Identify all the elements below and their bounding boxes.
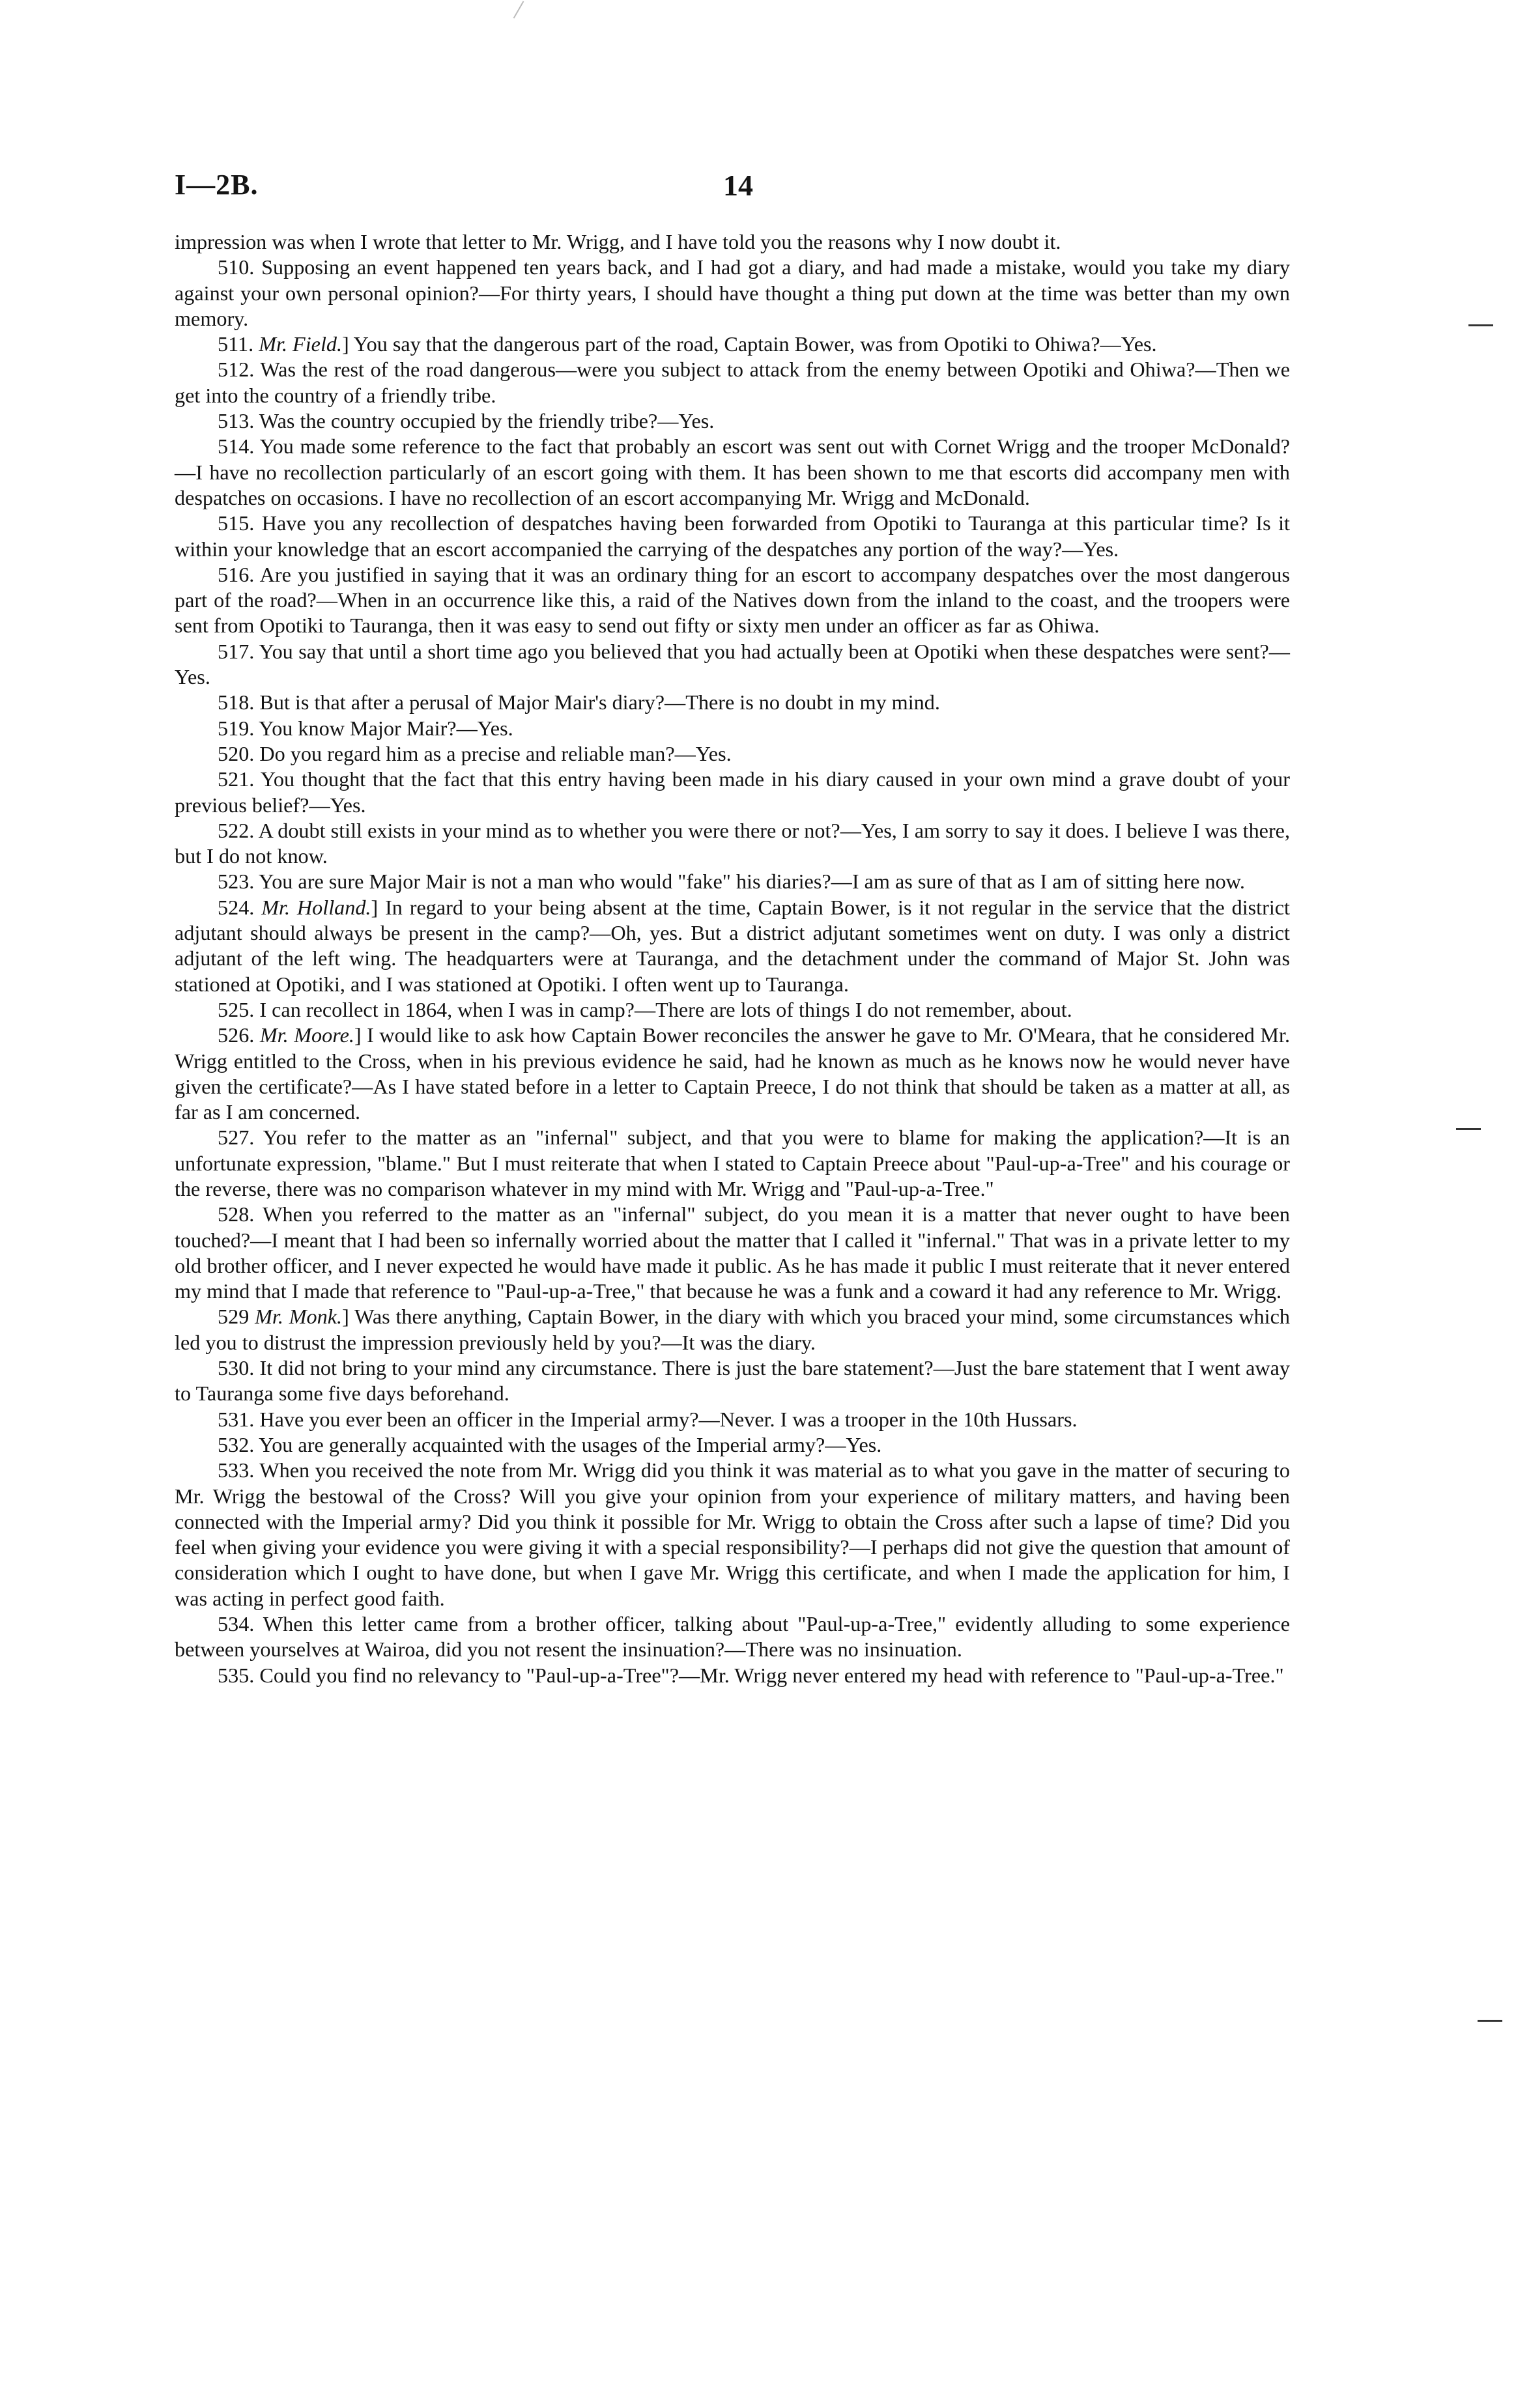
page-number: 14 <box>723 169 753 202</box>
question-511: 511. Mr. Field.] You say that the dangerous part of the road, Captain Bower, was from Opotiki to Ohiwa?—Yes. <box>218 332 1157 356</box>
question-519: 519. You know Major Mair?—Yes. <box>218 716 513 740</box>
question-534: 534. When this letter came from a brother officer, talking about "Paul-up-a-Tree," evidently alluding to some experience between yourselves at Wairoa, did you not resent the insinuation?—There was no insinuation. <box>175 1612 1290 1662</box>
margin-mark <box>1478 2020 1502 2022</box>
body-text <box>175 229 1290 1688</box>
question-523: 523. You are sure Major Mair is not a man who would "fake" his diaries?—I am as sure of that as I am of sitting here now. <box>218 870 1245 894</box>
question-535: 535. Could you find no relevancy to "Paul-up-a-Tree"?—Mr. Wrigg never entered my head with reference to "Paul-up-a-Tree." <box>218 1663 1284 1687</box>
margin-mark <box>1468 324 1493 326</box>
question-529: 529 Mr. Monk.] Was there anything, Captain Bower, in the diary with which you braced your mind, some circumstances which led you to distrust the impression previously held by you?—It was the diary. <box>175 1305 1290 1354</box>
speaker-name: Mr. Moore. <box>259 1023 354 1047</box>
question-530: 530. It did not bring to your mind any circumstance. There is just the bare statement?—Just the bare statement that I went away to Tauranga some five days beforehand. <box>175 1356 1290 1406</box>
question-524: 524. Mr. Holland.] In regard to your being absent at the time, Captain Bower, is it not regular in the service that the district adjutant should always be present in the camp?—Oh, yes. But a district adjutant sometimes went on duty. I was only a district adjutant of the left wing. The headquarters were at Tauranga, and the detachment under the command of Major St. John was stationed at Opotiki, and I was stationed at Opotiki. I often went up to Tauranga. <box>175 895 1291 996</box>
question-533: 533. When you received the note from Mr. Wrigg did you think it was material as to what you gave in the matter of securing to Mr. Wrigg the bestowal of the Cross? Will you give your opinion from your experience of military matters, and having been connected with the Imperial army? Did you think it possible for Mr. Wrigg to obtain the Cross after such a lapse of time? Did you feel when giving your evidence you were giving it with a special responsibility?—I perhaps did not give the question that amount of consideration which I ought to have done, but when I gave Mr. Wrigg this certificate, and when I made the application for him, I was acting in perfect good faith. <box>175 1458 1290 1610</box>
question-510: 510. Supposing an event happened ten years back, and I had got a diary, and had made a mistake, would you take my diary against your own personal opinion?—For thirty years, I should have thought a thing put down at the time was better than my own memory. <box>175 255 1290 330</box>
margin-mark <box>1456 1128 1481 1130</box>
question-526: 526. Mr. Moore.] I would like to ask how Captain Bower reconciles the answer he gave to Mr. O'Meara, that he considered Mr. Wrigg entitled to the Cross, when in his previous evidence he said, had he known as much as he knows now he would never have given the certificate?—As I have stated before in a letter to Captain Preece, I do not think that should be taken as a matter at all, as far as I am concerned. <box>175 1023 1290 1124</box>
question-520: 520. Do you regard him as a precise and reliable man?—Yes. <box>218 741 732 765</box>
question-514: 514. You made some reference to the fact that probably an escort was sent out with Cornet Wrigg and the trooper McDonald?—I have no recollection particularly of an escort going with them. It has been shown to me that escorts did accompany men with despatches on occasions. I have no recollection of an escort accompanying Mr. Wrigg and McDonald. <box>175 434 1290 509</box>
question-518: 518. But is that after a perusal of Major Mair's diary?—There is no doubt in my mind. <box>218 690 940 715</box>
question-531: 531. Have you ever been an officer in the Imperial army?—Never. I was a trooper in the 10th Hussars. <box>218 1407 1078 1431</box>
document-code: I—2B. <box>175 169 259 201</box>
scan-artifact <box>513 1 524 19</box>
question-521: 521. You thought that the fact that this entry having been made in his diary caused in your own mind a grave doubt of your previous belief?—Yes. <box>175 767 1290 817</box>
speaker-name: Mr. Holland. <box>261 895 371 919</box>
question-512: 512. Was the rest of the road dangerous—were you subject to attack from the enemy between Opotiki and Ohiwa?—Then we get into the country of a friendly tribe. <box>175 358 1290 407</box>
page-header <box>175 168 1269 214</box>
question-516: 516. Are you justified in saying that it was an ordinary thing for an escort to accompany despatches over the most dangerous part of the road?—When in an occurrence like this, a raid of the Natives down from the inland to the coast, and the troopers were sent from Opotiki to Tauranga, then it was easy to send out fifty or sixty men under an officer as far as Ohiwa. <box>175 562 1290 638</box>
question-522: 522. A doubt still exists in your mind as to whether you were there or not?—Yes, I am sorry to say it does. I believe I was there, but I do not know. <box>175 818 1290 868</box>
speaker-name: Mr. Field. <box>259 332 343 356</box>
question-527: 527. You refer to the matter as an "infernal" subject, and that you were to blame for making the application?—It is an unfortunate expression, "blame." But I must reiterate that when I stated to Captain Preece about "Paul-up-a-Tree" and his courage or the reverse, there was no comparison whatever in my mind with Mr. Wrigg and "Paul-up-a-Tree." <box>175 1126 1290 1200</box>
question-525: 525. I can recollect in 1864, when I was in camp?—There are lots of things I do not remember, about. <box>218 997 1072 1021</box>
question-528: 528. When you referred to the matter as an "infernal" subject, do you mean it is a matter that never ought to have been touched?—I meant that I had been so infernally worried about the matter that I called it "infernal." That was in a private letter to my old brother officer, and I never expected he would have made it public. As he has made it public I must reiterate that it never entered my mind that I made that reference to "Paul-up-a-Tree," that because he was a funk and a coward it had any reference to Mr. Wrigg. <box>175 1202 1290 1303</box>
question-513: 513. Was the country occupied by the friendly tribe?—Yes. <box>218 409 715 433</box>
speaker-name: Mr. Monk. <box>255 1305 343 1329</box>
question-532: 532. You are generally acquainted with the usages of the Imperial army?—Yes. <box>218 1432 882 1456</box>
question-515: 515. Have you any recollection of despatches having been forwarded from Opotiki to Tauranga at this particular time? Is it within your knowledge that an escort accompanied the carrying of the despatches any portion of the way?—Yes. <box>175 511 1290 561</box>
question-517: 517. You say that until a short time ago you believed that you had actually been at Opotiki when these despatches were sent?—Yes. <box>175 639 1290 689</box>
paragraph-continuation: impression was when I wrote that letter to Mr. Wrigg, and I have told you the reasons why I now doubt it. <box>175 230 1061 253</box>
